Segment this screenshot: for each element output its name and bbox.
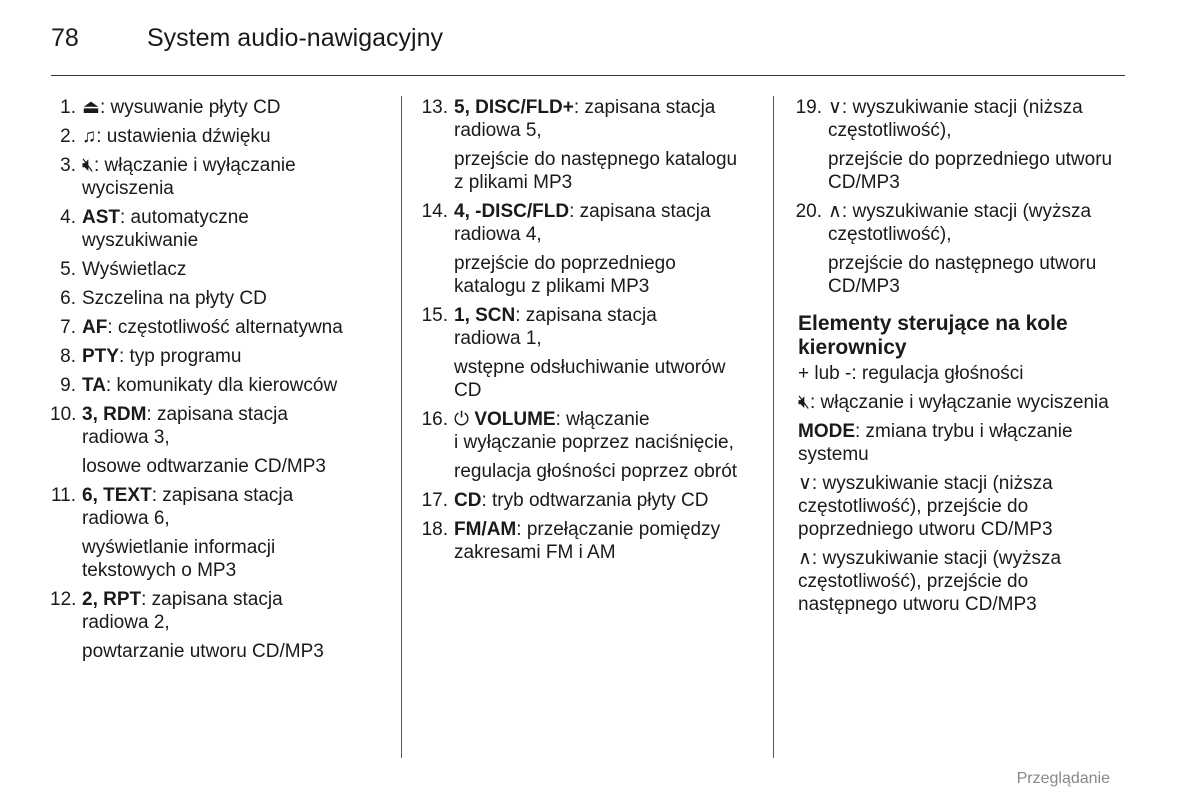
list-item-1 (50, 96, 395, 119)
item-text: : zapisana stacja (569, 201, 711, 222)
mute-icon: 🔇︎ (798, 392, 810, 413)
eject-icon: ⏏ (82, 97, 100, 118)
item-number: 5. (60, 259, 76, 280)
list-item-8 (50, 345, 395, 368)
item-text: i wyłączanie poprzez naciśnięcie, (454, 432, 734, 453)
item-keyword: VOLUME (474, 409, 556, 430)
item-keyword: MODE (798, 421, 855, 442)
steering-down-text: poprzedniego utworu CD/MP3 (798, 519, 1053, 540)
list-item-12 (50, 588, 395, 663)
list-item-18 (416, 518, 766, 564)
list-item-11 (50, 484, 395, 582)
item-text: radiowa 2, (82, 612, 170, 633)
steering-down-text: : wyszukiwanie stacji (niższa (811, 473, 1053, 494)
list-item-9 (50, 374, 395, 397)
item-text: : częstotliwość alternatywna (107, 317, 343, 338)
item-number: 7. (60, 317, 76, 338)
section-heading-line: kierownicy (798, 336, 907, 359)
item-text: : wyszukiwanie stacji (wyższa (841, 201, 1092, 222)
section-heading-line: Elementy sterujące na kole (798, 312, 1068, 335)
item-extra: przejście do następnego utworu (828, 253, 1097, 274)
item-extra: CD/MP3 (828, 172, 900, 193)
list-item-13 (416, 96, 766, 194)
page-title: System audio-nawigacyjny (147, 24, 443, 52)
item-number: 1. (60, 97, 76, 118)
item-extra: wstępne odsłuchiwanie utworów (454, 357, 726, 378)
list-item-16 (416, 408, 766, 483)
item-text: Wyświetlacz (82, 259, 187, 280)
item-text: : typ programu (118, 346, 242, 367)
chevron-up-icon: ∧ (798, 548, 812, 569)
item-text: : włączanie i wyłączanie (93, 155, 296, 176)
item-extra: przejście do poprzedniego (454, 253, 676, 274)
item-text: wyciszenia (82, 178, 174, 199)
item-extra: przejście do poprzedniego utworu (828, 149, 1113, 170)
steering-mode-row (798, 420, 1135, 466)
steering-mute-text: : włączanie i wyłączanie wyciszenia (809, 392, 1109, 413)
item-number: 3. (60, 155, 76, 176)
item-number: 8. (60, 346, 76, 367)
item-text: : zapisana stacja (141, 589, 283, 610)
item-extra: katalogu z plikami MP3 (454, 276, 650, 297)
item-number: 9. (60, 375, 76, 396)
item-extra: losowe odtwarzanie CD/MP3 (82, 456, 326, 477)
item-text: : zapisana stacja (146, 404, 288, 425)
section-heading (798, 312, 1135, 360)
item-keyword: AST (82, 207, 120, 228)
item-text: częstotliwość), (828, 224, 952, 245)
item-text: : automatyczne (120, 207, 249, 228)
item-number: 20. (795, 201, 822, 222)
item-extra: wyświetlanie informacji (82, 537, 276, 558)
column-1 (50, 96, 395, 669)
item-text: radiowa 4, (454, 224, 542, 245)
item-text: : zapisana stacja (151, 485, 294, 506)
list-item-20 (790, 200, 1135, 298)
item-keyword: 1, SCN (454, 305, 516, 326)
list-item-2 (50, 125, 395, 148)
page-number: 78 (51, 24, 79, 52)
steering-mode-text: : zmiana trybu i włączanie (855, 421, 1073, 442)
column-divider-2 (773, 96, 774, 758)
item-number: 2. (60, 126, 76, 147)
steering-down-text: częstotliwość), przejście do (798, 496, 1029, 517)
item-number: 16. (421, 409, 448, 430)
item-text: radiowa 5, (454, 120, 542, 141)
item-extra: powtarzanie utworu CD/MP3 (82, 641, 324, 662)
steering-mode-text: systemu (798, 444, 869, 465)
item-keyword: 5, DISC/FLD+ (454, 97, 574, 118)
steering-mute-row (798, 391, 1135, 414)
list-item-15 (416, 304, 766, 402)
item-text: : komunikaty dla kierowców (105, 375, 338, 396)
item-number: 17. (421, 490, 448, 511)
item-text: : wyszukiwanie stacji (niższa (841, 97, 1083, 118)
item-text: zakresami FM i AM (454, 542, 616, 563)
item-keyword: AF (82, 317, 108, 338)
item-keyword: 6, TEXT (82, 485, 152, 506)
list-item-5 (50, 258, 395, 281)
item-number: 6. (60, 288, 76, 309)
item-text: wyszukiwanie (82, 230, 199, 251)
item-number: 11. (50, 485, 76, 506)
steering-down-row (798, 472, 1135, 541)
item-text: Szczelina na płyty CD (82, 288, 267, 309)
item-keyword: PTY (82, 346, 119, 367)
item-number: 18. (421, 519, 448, 540)
list-item-14 (416, 200, 766, 298)
item-text: : przełączanie pomiędzy (516, 519, 721, 540)
steering-up-text: : wyszukiwanie stacji (wyższa (811, 548, 1062, 569)
item-number: 4. (60, 207, 76, 228)
power-icon: ⏻ (454, 409, 470, 430)
item-keyword: FM/AM (454, 519, 517, 540)
item-text: : zapisana stacja (515, 305, 657, 326)
item-extra: CD (454, 380, 482, 401)
steering-volume-text: + lub -: regulacja głośności (798, 363, 1024, 384)
item-text: : ustawienia dźwięku (96, 126, 271, 147)
list-item-7 (50, 316, 395, 339)
item-text: częstotliwość), (828, 120, 952, 141)
item-keyword: 2, RPT (82, 589, 142, 610)
item-number: 10. (50, 404, 77, 425)
item-extra: tekstowych o MP3 (82, 560, 237, 581)
chevron-up-icon: ∧ (828, 201, 842, 222)
item-extra: przejście do następnego katalogu (454, 149, 738, 170)
item-text: radiowa 1, (454, 328, 542, 349)
music-note-icon: ♫ (82, 126, 97, 147)
column-3 (790, 96, 1135, 622)
list-item-6 (50, 287, 395, 310)
item-text: : tryb odtwarzania płyty CD (481, 490, 709, 511)
chevron-down-icon: ∨ (828, 97, 842, 118)
list-item-17 (416, 489, 766, 512)
item-extra: regulacja głośności poprzez obrót (454, 461, 738, 482)
list-item-19 (790, 96, 1135, 194)
item-text: : wysuwanie płyty CD (99, 97, 281, 118)
column-divider-1 (401, 96, 402, 758)
item-keyword: 4, -DISC/FLD (454, 201, 570, 222)
item-number: 12. (50, 589, 77, 610)
item-text: : zapisana stacja (573, 97, 716, 118)
item-extra: CD/MP3 (828, 276, 900, 297)
list-item-3 (50, 154, 395, 200)
item-keyword: 3, RDM (82, 404, 147, 425)
steering-up-row (798, 547, 1135, 616)
mute-icon: 🔇︎ (82, 155, 94, 176)
item-extra: z plikami MP3 (454, 172, 573, 193)
item-keyword: TA (82, 375, 106, 396)
list-item-10 (50, 403, 395, 478)
item-number: 14. (421, 201, 448, 222)
chevron-down-icon: ∨ (798, 473, 812, 494)
footer-label: Przeglądanie (1016, 770, 1110, 787)
item-number: 19. (795, 97, 822, 118)
steering-up-text: częstotliwość), przejście do (798, 571, 1029, 592)
item-text: : włączanie (555, 409, 650, 430)
steering-up-text: następnego utworu CD/MP3 (798, 594, 1037, 615)
item-text: radiowa 6, (82, 508, 170, 529)
item-number: 13. (421, 97, 448, 118)
item-keyword: CD (454, 490, 482, 511)
item-text: radiowa 3, (82, 427, 170, 448)
column-2 (416, 96, 766, 570)
list-item-4 (50, 206, 395, 252)
header-rule (51, 75, 1125, 76)
item-number: 15. (421, 305, 448, 326)
